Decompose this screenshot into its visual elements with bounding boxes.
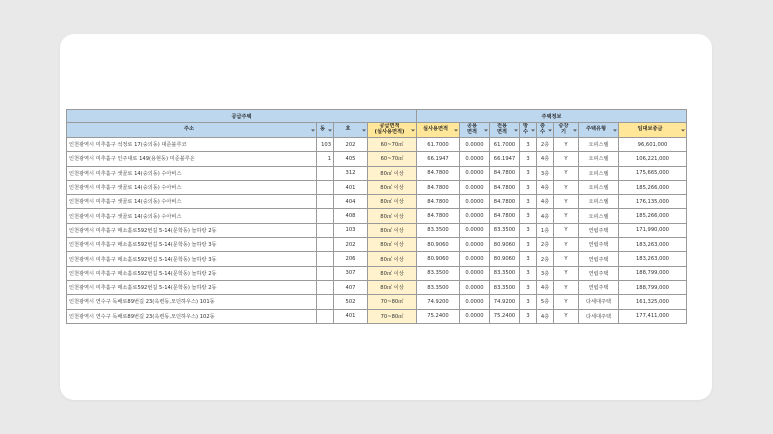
cell-actual-area[interactable]: 80.9060: [417, 238, 460, 252]
cell-house-type[interactable]: 오피스텔: [579, 152, 619, 166]
cell-address[interactable]: 인천광역시 미추홀구 샛골로 14(숭의동) 수아비스: [67, 166, 317, 180]
cell-deposit[interactable]: 188,799,000: [619, 266, 687, 280]
cell-house-type[interactable]: 오피스텔: [579, 195, 619, 209]
cell-elevator[interactable]: Y: [554, 309, 579, 323]
cell-ho[interactable]: 202: [334, 238, 368, 252]
cell-exclusive-area[interactable]: 61.7000: [490, 138, 520, 152]
cell-floor[interactable]: 3층: [537, 166, 554, 180]
cell-exclusive-area[interactable]: 80.9060: [490, 252, 520, 266]
cell-ho[interactable]: 103: [334, 223, 368, 237]
cell-ho[interactable]: 206: [334, 252, 368, 266]
table-row: [67, 280, 687, 294]
col-header-floor: [537, 123, 554, 138]
cell-elevator[interactable]: Y: [554, 238, 579, 252]
cell-common-area[interactable]: 0.0000: [460, 166, 490, 180]
cell-rooms[interactable]: 3: [520, 280, 537, 294]
col-header-rooms: [520, 123, 537, 138]
cell-house-type[interactable]: 오피스텔: [579, 209, 619, 223]
cell-floor[interactable]: 2층: [537, 138, 554, 152]
cell-deposit[interactable]: 161,325,000: [619, 295, 687, 309]
cell-exclusive-area[interactable]: 74.9200: [490, 295, 520, 309]
cell-rooms[interactable]: 3: [520, 309, 537, 323]
cell-deposit[interactable]: 175,665,000: [619, 166, 687, 180]
cell-deposit[interactable]: 176,135,000: [619, 195, 687, 209]
cell-elevator[interactable]: Y: [554, 223, 579, 237]
cell-dong[interactable]: [317, 252, 334, 266]
filter-dropdown-icon[interactable]: [513, 128, 518, 133]
cell-common-area[interactable]: 0.0000: [460, 180, 490, 194]
cell-floor[interactable]: 4층: [537, 309, 554, 323]
group-header-housing: 주택정보: [417, 110, 687, 123]
cell-deposit[interactable]: 183,263,000: [619, 252, 687, 266]
col-label-common-area: 공용 면적: [466, 123, 478, 135]
cell-elevator[interactable]: Y: [554, 138, 579, 152]
cell-house-type[interactable]: 연립주택: [579, 266, 619, 280]
table-row: [67, 138, 687, 152]
filter-dropdown-icon[interactable]: [680, 128, 685, 133]
cell-exclusive-area[interactable]: 84.7800: [490, 166, 520, 180]
col-header-common-area: [460, 123, 490, 138]
cell-supply-area[interactable]: 80㎡ 이상: [368, 266, 417, 280]
cell-ho[interactable]: 312: [334, 166, 368, 180]
cell-rooms[interactable]: 3: [520, 209, 537, 223]
cell-common-area[interactable]: 0.0000: [460, 266, 490, 280]
cell-dong[interactable]: 103: [317, 138, 334, 152]
cell-rooms[interactable]: 3: [520, 138, 537, 152]
table-row: [67, 223, 687, 237]
cell-actual-area[interactable]: 83.3500: [417, 280, 460, 294]
cell-supply-area[interactable]: 80㎡ 이상: [368, 195, 417, 209]
cell-common-area[interactable]: 0.0000: [460, 295, 490, 309]
cell-actual-area[interactable]: 80.9060: [417, 252, 460, 266]
cell-elevator[interactable]: Y: [554, 209, 579, 223]
cell-exclusive-area[interactable]: 83.3500: [490, 266, 520, 280]
cell-floor[interactable]: 4층: [537, 209, 554, 223]
cell-house-type[interactable]: 다세대주택: [579, 309, 619, 323]
table-row: [67, 295, 687, 309]
cell-dong[interactable]: [317, 266, 334, 280]
cell-supply-area[interactable]: 60~70㎡: [368, 152, 417, 166]
cell-floor[interactable]: 2층: [537, 252, 554, 266]
cell-rooms[interactable]: 3: [520, 166, 537, 180]
cell-address[interactable]: 인천광역시 연수구 독배로89번길 23(옥련동,모던하우스) 101동: [67, 295, 317, 309]
cell-supply-area[interactable]: 80㎡ 이상: [368, 238, 417, 252]
col-label-supply-area: 공급면적 (실사용면적): [374, 123, 405, 135]
cell-deposit[interactable]: 185,266,000: [619, 209, 687, 223]
cell-common-area[interactable]: 0.0000: [460, 209, 490, 223]
cell-elevator[interactable]: Y: [554, 295, 579, 309]
cell-house-type[interactable]: 오피스텔: [579, 166, 619, 180]
cell-exclusive-area[interactable]: 66.1947: [490, 152, 520, 166]
cell-exclusive-area[interactable]: 83.3500: [490, 280, 520, 294]
cell-rooms[interactable]: 3: [520, 238, 537, 252]
cell-common-area[interactable]: 0.0000: [460, 309, 490, 323]
cell-elevator[interactable]: Y: [554, 252, 579, 266]
table-row: [67, 238, 687, 252]
col-label-dong: 동: [319, 126, 325, 133]
cell-common-area[interactable]: 0.0000: [460, 195, 490, 209]
col-header-ho: [334, 123, 368, 138]
cell-address[interactable]: 인천광역시 미추홀구 인주대로 149(용현동) 미준블루온: [67, 152, 317, 166]
filter-dropdown-icon[interactable]: [612, 128, 617, 133]
cell-dong[interactable]: [317, 195, 334, 209]
cell-dong[interactable]: [317, 209, 334, 223]
cell-floor[interactable]: 3층: [537, 266, 554, 280]
cell-rooms[interactable]: 3: [520, 252, 537, 266]
table-row: [67, 252, 687, 266]
cell-dong[interactable]: [317, 223, 334, 237]
cell-floor[interactable]: 4층: [537, 180, 554, 194]
col-header-elevator: [554, 123, 579, 138]
cell-address[interactable]: 인천광역시 연수구 독배로89번길 23(옥련동,모던하우스) 102동: [67, 309, 317, 323]
cell-elevator[interactable]: Y: [554, 166, 579, 180]
cell-supply-area[interactable]: 80㎡ 이상: [368, 180, 417, 194]
cell-supply-area[interactable]: 80㎡ 이상: [368, 209, 417, 223]
col-label-elevator: 승강 기: [558, 123, 569, 135]
col-label-exclusive-area: 전용 면적: [496, 123, 508, 135]
cell-floor[interactable]: 2층: [537, 238, 554, 252]
filter-dropdown-icon[interactable]: [483, 128, 488, 133]
cell-dong[interactable]: 1: [317, 152, 334, 166]
cell-deposit[interactable]: 188,799,000: [619, 280, 687, 294]
table-body: [67, 138, 687, 324]
cell-actual-area[interactable]: 74.9200: [417, 295, 460, 309]
cell-rooms[interactable]: 3: [520, 295, 537, 309]
cell-supply-area[interactable]: 70~80㎡: [368, 309, 417, 323]
cell-elevator[interactable]: Y: [554, 152, 579, 166]
cell-supply-area[interactable]: 80㎡ 이상: [368, 223, 417, 237]
table-row: [67, 309, 687, 323]
cell-address[interactable]: 인천광역시 미추홀구 매소홀로592번길 5-14(문학동) 늘하랑 2동: [67, 266, 317, 280]
cell-house-type[interactable]: 오피스텔: [579, 180, 619, 194]
table-row: [67, 166, 687, 180]
cell-rooms[interactable]: 3: [520, 266, 537, 280]
cell-ho[interactable]: 202: [334, 138, 368, 152]
cell-ho[interactable]: 401: [334, 180, 368, 194]
table-row: [67, 209, 687, 223]
cell-actual-area[interactable]: 84.7800: [417, 209, 460, 223]
cell-supply-area[interactable]: 80㎡ 이상: [368, 166, 417, 180]
cell-actual-area[interactable]: 83.3500: [417, 223, 460, 237]
col-header-dong: [317, 123, 334, 138]
cell-address[interactable]: 인천광역시 미추홀구 샛골로 14(숭의동) 수아비스: [67, 209, 317, 223]
cell-dong[interactable]: [317, 295, 334, 309]
filter-dropdown-icon[interactable]: [410, 128, 415, 133]
cell-actual-area[interactable]: 83.3500: [417, 266, 460, 280]
group-header-row: [67, 110, 687, 123]
cell-ho[interactable]: 307: [334, 266, 368, 280]
table-row: [67, 266, 687, 280]
cell-elevator[interactable]: Y: [554, 195, 579, 209]
cell-common-area[interactable]: 0.0000: [460, 280, 490, 294]
cell-ho[interactable]: 404: [334, 195, 368, 209]
cell-house-type[interactable]: 연립주택: [579, 238, 619, 252]
cell-ho[interactable]: 405: [334, 152, 368, 166]
cell-deposit[interactable]: 106,221,000: [619, 152, 687, 166]
cell-rooms[interactable]: 3: [520, 152, 537, 166]
cell-actual-area[interactable]: 66.1947: [417, 152, 460, 166]
cell-rooms[interactable]: 3: [520, 195, 537, 209]
col-label-address: 주소: [183, 126, 195, 133]
cell-actual-area[interactable]: 84.7800: [417, 195, 460, 209]
col-header-deposit: [619, 123, 687, 138]
filter-dropdown-icon[interactable]: [547, 128, 552, 133]
col-header-address: [67, 123, 317, 138]
table-row: [67, 180, 687, 194]
filter-dropdown-icon[interactable]: [327, 128, 332, 133]
cell-house-type[interactable]: 다세대주택: [579, 295, 619, 309]
table-row: [67, 152, 687, 166]
group-header-supply: 공급주택: [67, 110, 417, 123]
housing-spreadsheet: [66, 109, 687, 324]
col-label-house-type: 주택유형: [585, 126, 607, 133]
cell-exclusive-area[interactable]: 80.9060: [490, 238, 520, 252]
cell-exclusive-area[interactable]: 75.2400: [490, 309, 520, 323]
filter-dropdown-icon[interactable]: [572, 128, 577, 133]
col-label-ho: 호: [345, 126, 351, 133]
cell-rooms[interactable]: 3: [520, 223, 537, 237]
cell-actual-area[interactable]: 75.2400: [417, 309, 460, 323]
cell-exclusive-area[interactable]: 84.7800: [490, 180, 520, 194]
cell-ho[interactable]: 502: [334, 295, 368, 309]
cell-exclusive-area[interactable]: 84.7800: [490, 209, 520, 223]
cell-floor[interactable]: 4층: [537, 152, 554, 166]
cell-deposit[interactable]: 183,263,000: [619, 238, 687, 252]
cell-address[interactable]: 인천광역시 미추홀구 샛골로 14(숭의동) 수아비스: [67, 180, 317, 194]
filter-dropdown-icon[interactable]: [361, 128, 366, 133]
cell-deposit[interactable]: 171,990,000: [619, 223, 687, 237]
table-row: [67, 195, 687, 209]
cell-ho[interactable]: 408: [334, 209, 368, 223]
col-label-deposit: 임대보증금: [637, 126, 663, 133]
cell-elevator[interactable]: Y: [554, 266, 579, 280]
col-label-floor: 층 수: [539, 123, 545, 135]
cell-floor[interactable]: 1층: [537, 223, 554, 237]
cell-common-area[interactable]: 0.0000: [460, 238, 490, 252]
cell-dong[interactable]: [317, 180, 334, 194]
cell-common-area[interactable]: 0.0000: [460, 223, 490, 237]
col-header-exclusive-area: [490, 123, 520, 138]
cell-actual-area[interactable]: 84.7800: [417, 166, 460, 180]
cell-exclusive-area[interactable]: 84.7800: [490, 195, 520, 209]
filter-dropdown-icon[interactable]: [310, 128, 315, 133]
col-header-house-type: [579, 123, 619, 138]
cell-supply-area[interactable]: 80㎡ 이상: [368, 280, 417, 294]
cell-common-area[interactable]: 0.0000: [460, 252, 490, 266]
cell-address[interactable]: 인천광역시 미추홀구 매소홀로592번길 5-14(문학동) 늘하랑 3동: [67, 238, 317, 252]
cell-address[interactable]: 인천광역시 미추홀구 샛골로 14(숭의동) 수아비스: [67, 195, 317, 209]
cell-dong[interactable]: [317, 166, 334, 180]
cell-dong[interactable]: [317, 309, 334, 323]
cell-house-type[interactable]: 연립주택: [579, 223, 619, 237]
cell-house-type[interactable]: 연립주택: [579, 280, 619, 294]
cell-deposit[interactable]: 177,411,000: [619, 309, 687, 323]
cell-elevator[interactable]: Y: [554, 180, 579, 194]
cell-actual-area[interactable]: 61.7000: [417, 138, 460, 152]
cell-address[interactable]: 인천광역시 미추홀구 매소홀로592번길 5-14(문학동) 늘하랑 2동: [67, 223, 317, 237]
col-label-actual-area: 실사용면적: [422, 126, 449, 133]
cell-floor[interactable]: 4층: [537, 195, 554, 209]
cell-exclusive-area[interactable]: 83.3500: [490, 223, 520, 237]
cell-common-area[interactable]: 0.0000: [460, 152, 490, 166]
cell-floor[interactable]: 5층: [537, 295, 554, 309]
col-label-rooms: 방 수: [522, 123, 528, 135]
cell-supply-area[interactable]: 80㎡ 이상: [368, 252, 417, 266]
cell-common-area[interactable]: 0.0000: [460, 138, 490, 152]
cell-address[interactable]: 인천광역시 미추홀구 매소홀로592번길 5-14(문학동) 늘하랑 3동: [67, 252, 317, 266]
cell-address[interactable]: 인천광역시 미추홀구 석정로 17(숭의동) 대준블루코: [67, 138, 317, 152]
cell-ho[interactable]: 401: [334, 309, 368, 323]
column-header-row: [67, 123, 687, 138]
cell-actual-area[interactable]: 84.7800: [417, 180, 460, 194]
cell-deposit[interactable]: 96,601,000: [619, 138, 687, 152]
cell-address[interactable]: 인천광역시 미추홀구 매소홀로592번길 5-14(문학동) 늘하랑 2동: [67, 280, 317, 294]
cell-floor[interactable]: 4층: [537, 280, 554, 294]
filter-dropdown-icon[interactable]: [453, 128, 458, 133]
cell-house-type[interactable]: 오피스텔: [579, 138, 619, 152]
cell-deposit[interactable]: 185,266,000: [619, 180, 687, 194]
cell-dong[interactable]: [317, 280, 334, 294]
col-header-supply-area: [368, 123, 417, 138]
cell-dong[interactable]: [317, 238, 334, 252]
cell-ho[interactable]: 407: [334, 280, 368, 294]
cell-supply-area[interactable]: 70~80㎡: [368, 295, 417, 309]
cell-house-type[interactable]: 연립주택: [579, 252, 619, 266]
cell-rooms[interactable]: 3: [520, 180, 537, 194]
cell-elevator[interactable]: Y: [554, 280, 579, 294]
cell-supply-area[interactable]: 60~70㎡: [368, 138, 417, 152]
col-header-actual-area: [417, 123, 460, 138]
filter-dropdown-icon[interactable]: [530, 128, 535, 133]
